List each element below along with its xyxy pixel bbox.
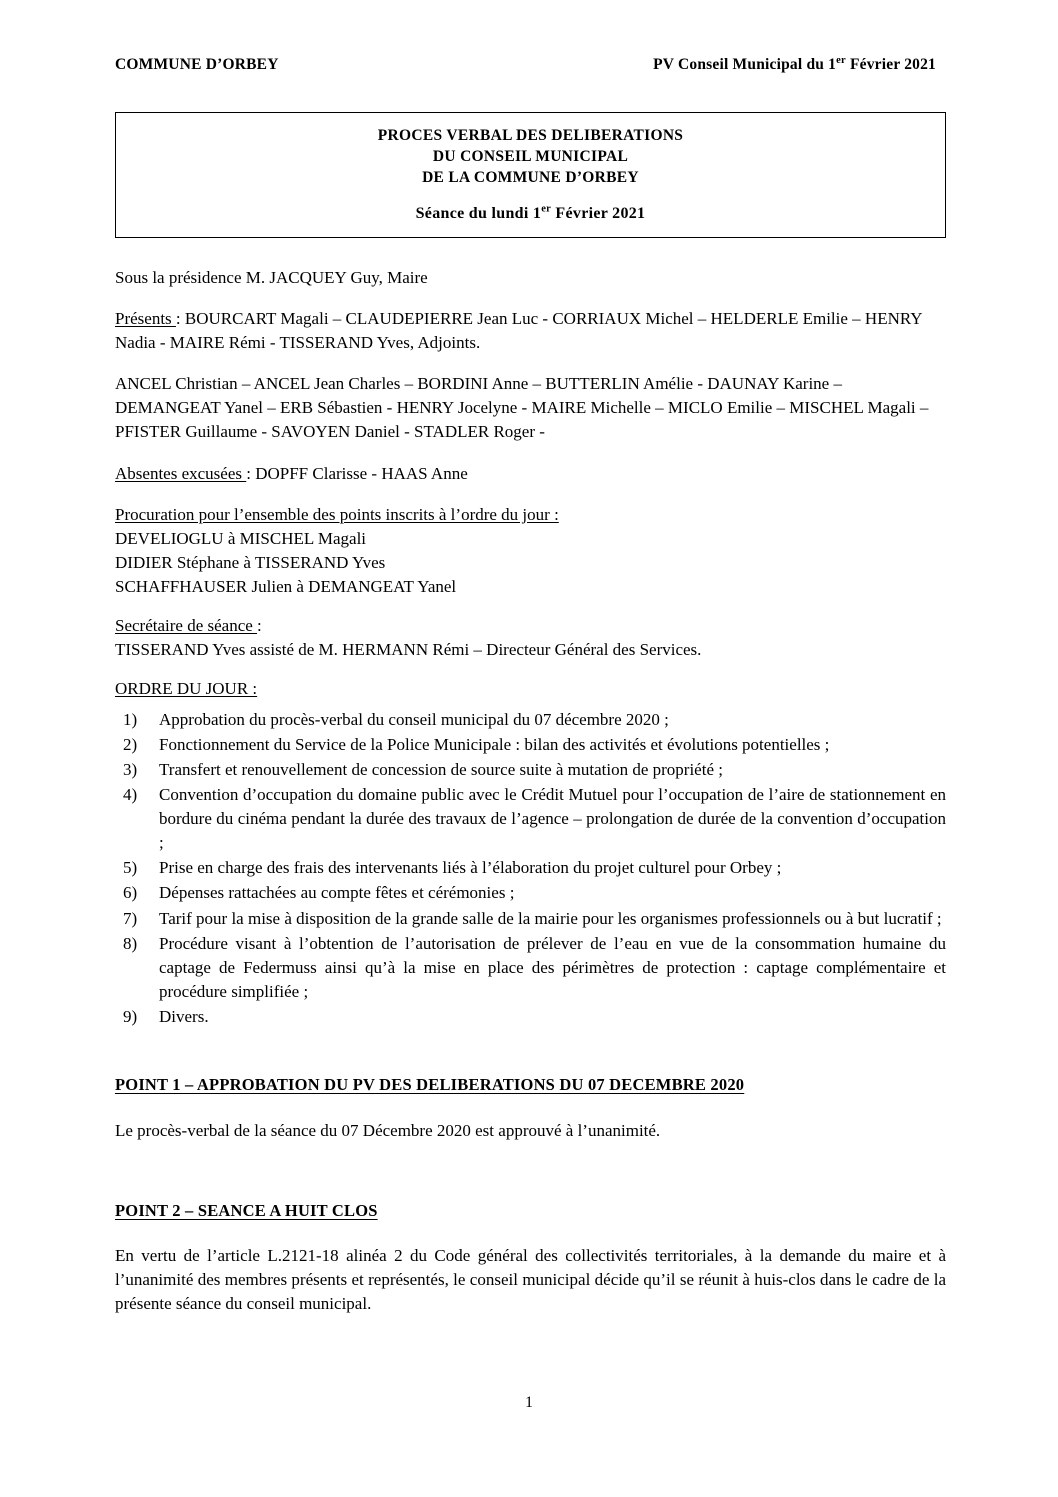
agenda-item-text: Convention d’occupation du domaine public avec le Crédit Mutuel pour l’occupation de l’aire de stationnement en bordure du cinéma pendant la durée des travaux de l’agence – prolongation de durée de la convention d’occupation ; — [159, 784, 946, 853]
list-item — [115, 932, 946, 1004]
list-item — [115, 758, 946, 782]
agenda-item-number: 1) — [123, 709, 138, 729]
present-paragraph — [115, 307, 946, 355]
agenda-item-number: 5) — [123, 858, 138, 878]
agenda-item-text: Dépenses rattachées au compte fêtes et cérémonies ; — [159, 883, 515, 903]
absent-paragraph — [115, 462, 946, 486]
session-date-suffix: Février 2021 — [551, 204, 646, 222]
agenda-item-number: 9) — [123, 1007, 138, 1027]
point-2-text: En vertu de l’article L.2121-18 alinéa 2 du Code général des collectivités territoriales, à la demande du maire et à l’unanimité des membres présents et représentés, le conseil municipal décide qu’il se réunit à huis-clos dans le cadre de la présente séance du conseil municipal. — [115, 1246, 946, 1314]
agenda-item-text: Divers. — [159, 1007, 209, 1027]
list-item — [115, 783, 946, 855]
document-header — [115, 56, 946, 74]
present-text: : BOURCART Magali – CLAUDEPIERRE Jean Luc - CORRIAUX Michel – HELDERLE Emilie – HENRY Nadia - MAIRE Rémi - TISSERAND Yves, Adjoints. — [115, 308, 922, 353]
list-item — [115, 708, 946, 732]
agenda-item-text: Fonctionnement du Service de la Police Municipale : bilan des activités et évolutions potentielles ; — [159, 734, 830, 754]
session-date — [126, 205, 935, 223]
spacer-2 — [115, 662, 946, 677]
agenda-item-text: Procédure visant à l’obtention de l’autorisation de prélever de l’eau en vue de la consommation humaine du captage de Federmuss ainsi qu’à la mise en place des périmètres de protection : captage complémentaire et procédure simplifiée ; — [159, 933, 946, 1001]
proxy-label — [115, 503, 946, 527]
list-item — [115, 733, 946, 757]
agenda-list — [115, 708, 946, 1030]
header-meeting-reference — [653, 56, 946, 74]
title-box — [115, 112, 946, 238]
title-line-2: DU CONSEIL MUNICIPAL — [432, 147, 629, 165]
agenda-item-text: Prise en charge des frais des intervenants liés à l’élaboration du projet culturel pour Orbey ; — [159, 858, 782, 878]
proxy-item-1: DEVELIOGLU à MISCHEL Magali — [115, 528, 367, 548]
header-meeting-prefix: PV Conseil Municipal du 1 — [653, 56, 837, 73]
absent-text: : DOPFF Clarisse - HAAS Anne — [246, 463, 468, 483]
agenda-item-number: 6) — [123, 883, 138, 903]
header-meeting-suffix: Février 2021 — [845, 56, 936, 73]
agenda-item-number: 3) — [123, 759, 138, 779]
list-item — [115, 881, 946, 905]
title-line-1: PROCES VERBAL DES DELIBERATIONS — [377, 127, 684, 144]
header-meeting-ordinal: er — [836, 54, 846, 66]
agenda-label-text: ORDRE DU JOUR : — [115, 679, 258, 699]
proxy-item-3: SCHAFFHAUSER Julien à DEMANGEAT Yanel — [115, 577, 457, 597]
agenda-item-text: Transfert et renouvellement de concession de source suite à mutation de propriété ; — [159, 759, 723, 779]
proxy-item-2: DIDIER Stéphane à TISSERAND Yves — [115, 552, 386, 572]
absent-label: Absentes excusées — [115, 463, 247, 483]
agenda-item-number: 2) — [123, 734, 138, 754]
page-number: 1 — [525, 1394, 533, 1411]
point-2-heading: POINT 2 – SEANCE A HUIT CLOS — [115, 1200, 378, 1220]
spacer-1 — [115, 599, 946, 614]
agenda-item-number: 7) — [123, 908, 138, 928]
list-item — [115, 856, 946, 880]
document-body — [115, 266, 946, 1317]
session-date-prefix: Séance du lundi 1 — [415, 204, 542, 222]
agenda-label — [115, 677, 946, 701]
agenda-item-number: 8) — [123, 933, 138, 953]
list-item — [115, 907, 946, 931]
point-1-text: Le procès-verbal de la séance du 07 Décembre 2020 est approuvé à l’unanimité. — [115, 1120, 661, 1140]
session-date-ordinal: er — [541, 203, 552, 215]
agenda-item-text: Approbation du procès-verbal du conseil municipal du 07 décembre 2020 ; — [159, 709, 669, 729]
present-label: Présents — [115, 308, 176, 328]
secretary-label — [115, 614, 946, 638]
title-line-3: DE LA COMMUNE D’ORBEY — [422, 168, 639, 186]
council-members-paragraph: ANCEL Christian – ANCEL Jean Charles – BORDINI Anne – BUTTERLIN Amélie - DAUNAY Karine – DEMANGEAT Yanel – ERB Sébastien - HENRY Jocelyne - MAIRE Michelle – MICLO Emilie – MISCHEL Magali – PFISTER Guillaume - SAVOYEN Daniel - STADLER Roger - — [115, 374, 929, 442]
proxy-label-text: Procuration pour l’ensemble des points inscrits à l’ordre du jour : — [115, 504, 559, 524]
agenda-item-number: 4) — [123, 784, 138, 804]
secretary-text: TISSERAND Yves assisté de M. HERMANN Rémi – Directeur Général des Services. — [115, 640, 702, 660]
agenda-item-text: Tarif pour la mise à disposition de la grande salle de la mairie pour les organismes professionnels ou à but lucratif ; — [159, 908, 942, 928]
presidency-line: Sous la présidence M. JACQUEY Guy, Maire — [115, 267, 428, 287]
secretary-colon: : — [257, 616, 262, 636]
list-item — [115, 1005, 946, 1029]
point-1-heading: POINT 1 – APPROBATION DU PV DES DELIBERATIONS DU 07 DECEMBRE 2020 — [115, 1075, 745, 1095]
secretary-label-text: Secrétaire de séance — [115, 616, 258, 636]
header-commune: COMMUNE D’ORBEY — [115, 56, 279, 73]
